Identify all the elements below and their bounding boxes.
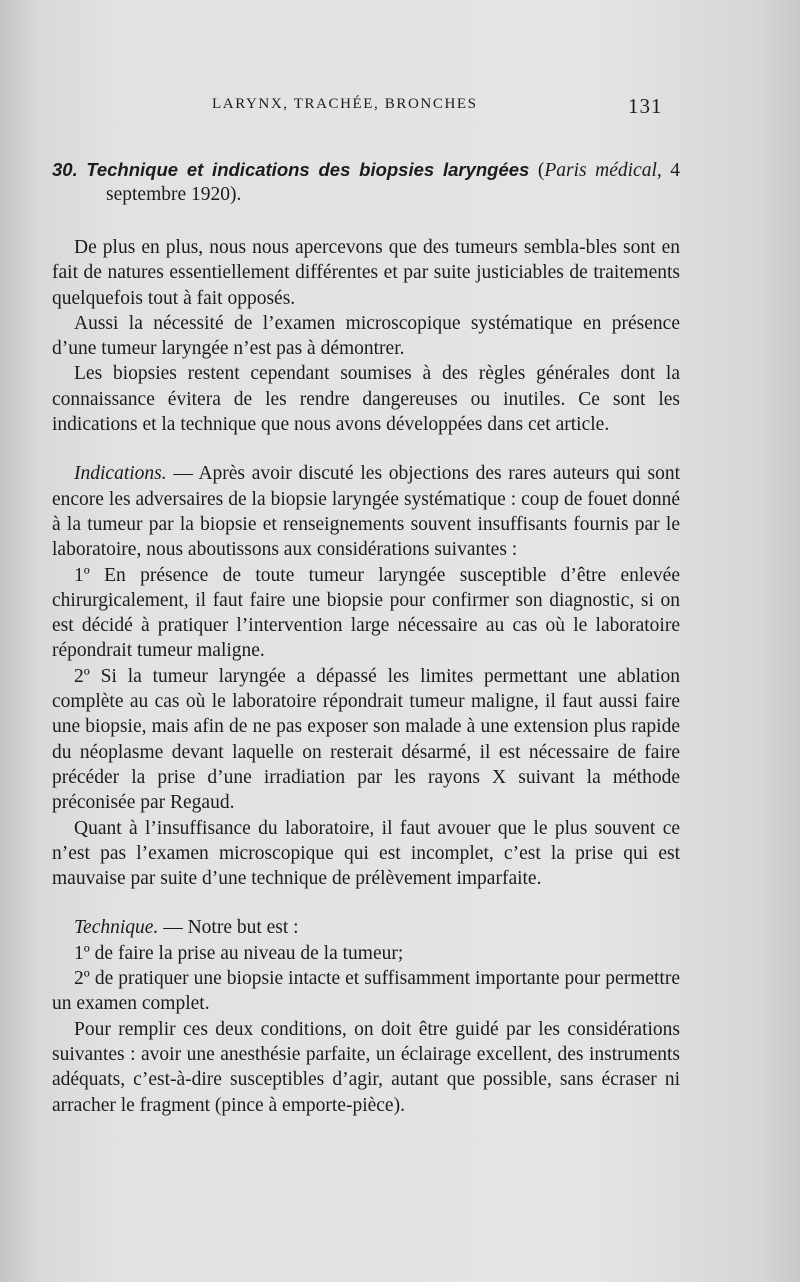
article-heading — [52, 158, 680, 207]
running-head — [0, 96, 800, 126]
article-date: 4 septembre 1920). — [106, 160, 681, 205]
page-body — [52, 158, 680, 1118]
indications-paragraph: 2º Si la tumeur laryngée a dépassé les limites permettant une ablation complète au cas où le laboratoire répondrait tumeur maligne, il faut aussi faire une biopsie, mais afin de ne pas exposer son malade à une extension plus rapide du néoplasme devant laquelle on resterait désarmé, il est nécessaire de faire précéder la prise d’une irradiation par les rayons X suivant la méthode préconisée par Regaud. — [52, 665, 680, 814]
technique-lead-paragraph — [52, 915, 680, 940]
intro-paragraph: Les biopsies restent cependant soumises à des règles générales dont la connaissance évitera de les rendre dangereuses ou inutiles. Ce sont les indications et la technique que nous avons développées dans cet article. — [52, 363, 680, 436]
technique-paragraph: 2º de pratiquer une biopsie intacte et suffisamment importante pour permettre un examen complet. — [52, 968, 680, 1015]
intro-paragraph: De plus en plus, nous nous apercevons que des tumeurs sembla-bles sont en fait de natures essentiellement différentes et par suite justiciables de traitements quelquefois tout à fait opposés. — [52, 237, 680, 309]
intro-paragraph: Aussi la nécessité de l’examen microscopique systématique en présence d’une tumeur laryngée n’est pas à démontrer. — [52, 312, 680, 360]
indications-lead: — Après avoir discuté les objections des rares auteurs qui sont encore les adversaires de la biopsie laryngée systématique : coup de fouet donné à la tumeur par la biopsie et renseignements souvent insuffisants fournis par le laboratoire, nous aboutissons aux considérations suivantes : — [52, 463, 680, 561]
article-paren: ( — [529, 160, 545, 181]
indications-paragraph: 1º En présence de toute tumeur laryngée susceptible d’être enlevée chirurgicalement, il faut faire une biopsie pour confirmer son diagnostic, si on est décidé à pratiquer l’intervention large nécessaire au cas où le laboratoire répondrait tumeur maligne. — [52, 564, 680, 662]
indications-run-in: Indications. — [74, 463, 167, 485]
running-title: LARYNX, TRACHÉE, BRONCHES — [212, 96, 478, 112]
technique-run-in: Technique. — [74, 917, 159, 939]
article-source: Paris médical, — [544, 160, 662, 181]
section-gap — [52, 891, 680, 915]
article-number: 30. — [52, 159, 78, 180]
article-title: Technique et indications des biopsies laryngées — [86, 159, 530, 180]
technique-paragraph: 1º de faire la prise au niveau de la tumeur; — [74, 942, 404, 964]
section-gap — [52, 437, 680, 461]
technique-paragraph: Pour remplir ces deux conditions, on doit être guidé par les considérations suivantes : avoir une anesthésie parfaite, un éclairage excellent, des instruments adéquats, c’est-à-dire susceptibles d’agir, autant que possible, sans écraser ni arracher le fragment (pince à emporte-pièce). — [52, 1018, 680, 1116]
page-number: 131 — [628, 94, 663, 118]
indications-paragraph: Quant à l’insuffisance du laboratoire, il faut avouer que le plus souvent ce n’est pas l’examen microscopique qui est incomplet, c’est la prise qui est mauvaise par suite d’une technique de prélèvement imparfaite. — [52, 817, 680, 890]
technique-lead: — Notre but est : — [158, 917, 299, 939]
indications-lead-paragraph — [52, 461, 680, 562]
